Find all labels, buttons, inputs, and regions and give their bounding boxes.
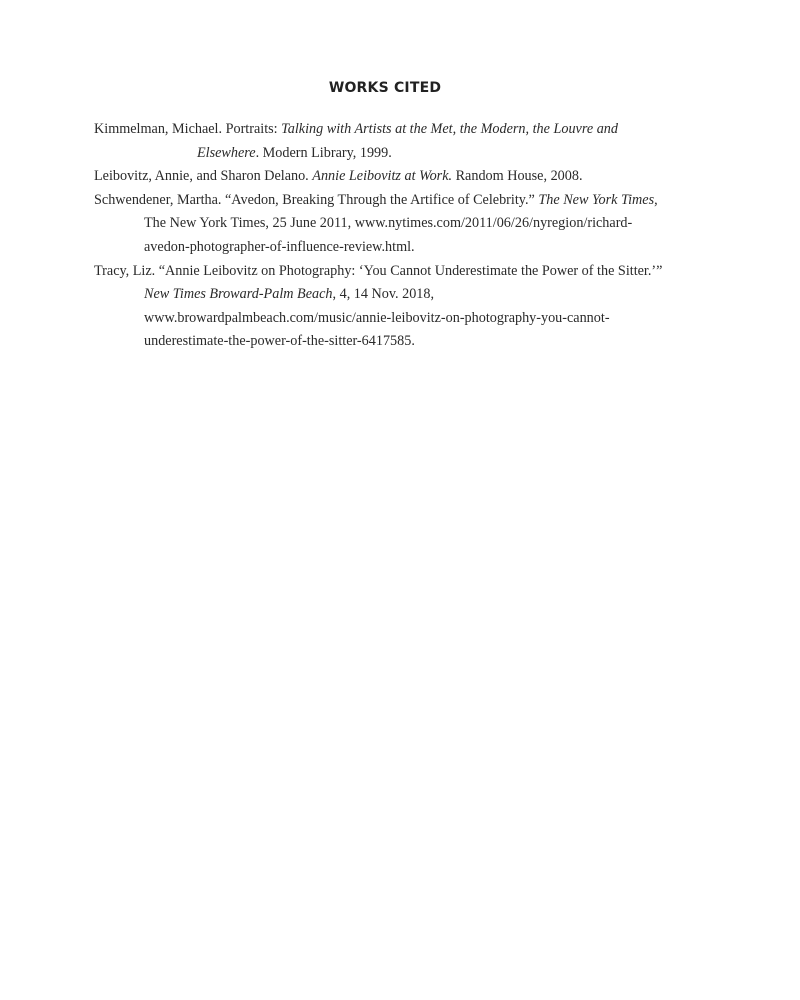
citation-schwendener [94, 189, 674, 260]
citation-leibovitz [94, 165, 674, 189]
citation-text-end: , The New York Times, 25 June 2011, www.nytimes.com/2011/06/26/nyregion/richard-avedon-photographer-of-influence-review.html. [144, 191, 658, 255]
citation-text-end: , 4, 14 Nov. 2018, www.browardpalmbeach.com/music/annie-leibovitz-on-photography-you-cannot-underestimate-the-power-of-the-sitter-6417585. [144, 286, 610, 350]
citation-text-end: . Modern Library, 1999. [255, 144, 392, 161]
citation-continuation [144, 142, 674, 166]
citation-tracy [94, 260, 674, 354]
works-cited-list [94, 118, 674, 354]
citation-text: Kimmelman, Michael. Portraits: [94, 121, 282, 137]
citation-title: The New York Times [538, 191, 655, 208]
citation-text: Schwendener, Martha. “Avedon, Breaking Through the Artifice of Celebrity.” [94, 191, 539, 208]
citation-kimmelman [94, 118, 674, 165]
citation-text: Leibovitz, Annie, and Sharon Delano. [94, 168, 313, 185]
citation-title: New Times Broward-Palm Beach [144, 286, 333, 303]
citation-title: Annie Leibovitz at Work. [312, 168, 453, 185]
citation-title-cont: Elsewhere [197, 144, 256, 161]
page-title: WORKS CITED [328, 80, 442, 96]
citation-text: Tracy, Liz. “Annie Leibovitz on Photography: ‘You Cannot Underestimate the Power of the Sitter.’” [94, 262, 663, 279]
citation-title: Talking with Artists at the Met, the Modern, the Louvre and [281, 121, 618, 137]
citation-text-end: Random House, 2008. [452, 168, 583, 185]
